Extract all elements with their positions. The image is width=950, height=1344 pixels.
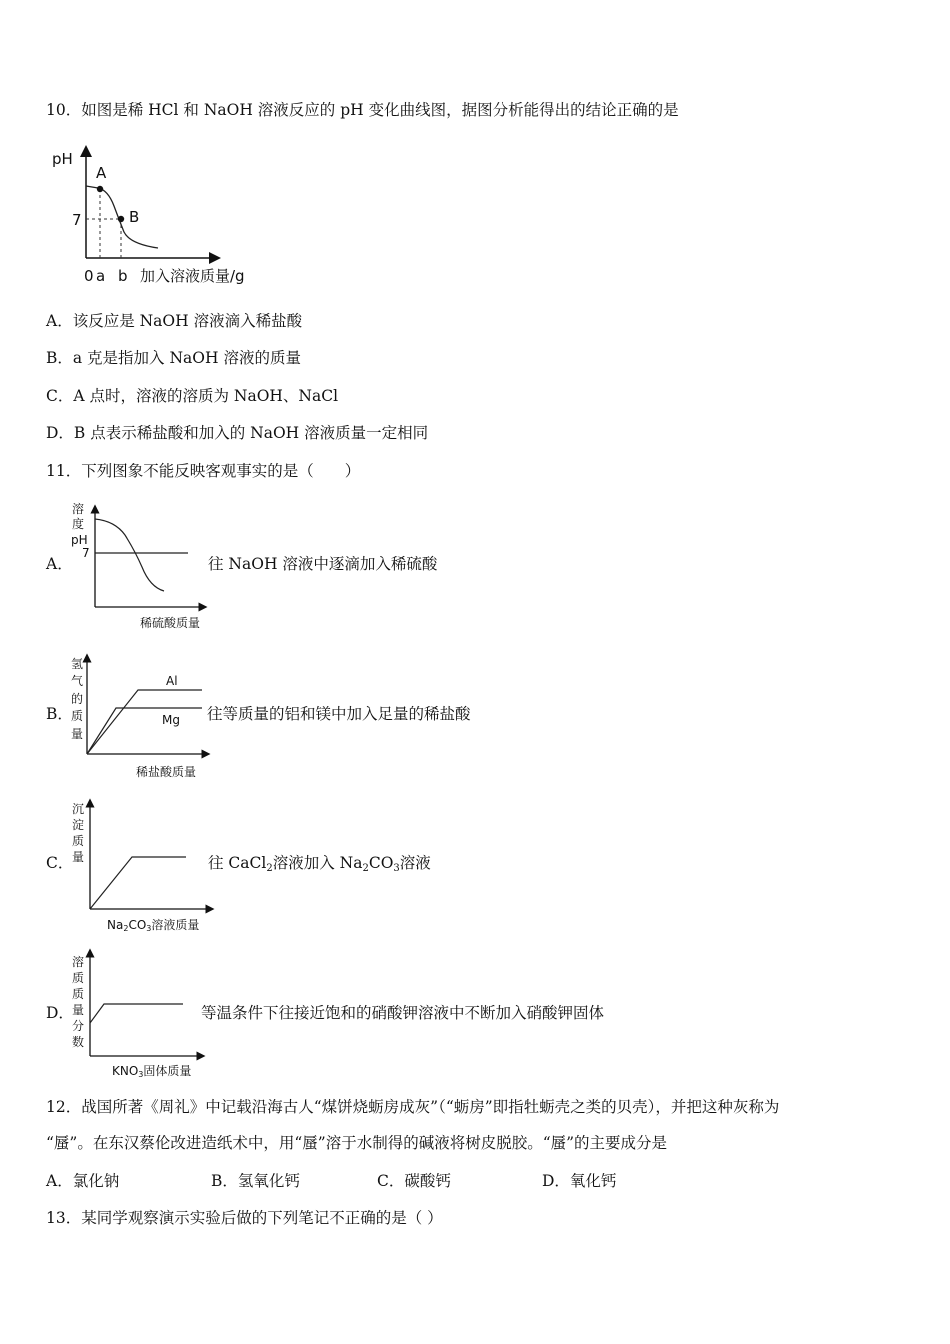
q10-stem: 10．如图是稀 HCl 和 NaOH 溶液反应的 pH 变化曲线图，据图分析能得出的结论正确的是 bbox=[46, 101, 679, 119]
q10-point-a: A bbox=[96, 164, 107, 182]
q11-a-caption: 往 NaOH 溶液中逐滴加入稀硫酸 bbox=[208, 555, 438, 573]
q11-d-y1: 溶 bbox=[72, 955, 85, 969]
q11-a-letter: A． bbox=[46, 555, 73, 573]
q11-b-y2: 气 bbox=[71, 674, 84, 688]
q11-b-x-label: 稀盐酸质量 bbox=[136, 765, 197, 779]
q12-line1: 12．战国所著《周礼》中记载沿海古人“煤饼烧蛎房成灰”（“蛎房”即指牡蛎壳之类的贝壳），并把这种灰称为 bbox=[46, 1098, 780, 1116]
q11-c-y4: 量 bbox=[72, 850, 85, 864]
q11-c-line bbox=[90, 857, 186, 909]
q11-c-y2: 淀 bbox=[72, 818, 85, 832]
q13-stem: 13．某同学观察演示实验后做的下列笔记不正确的是（ ） bbox=[46, 1209, 443, 1227]
q11-c-caption: 往 CaCl$_2$溶液加入 $Na_2CO_3$溶液 bbox=[208, 854, 431, 874]
q11-a-curve bbox=[95, 519, 164, 591]
q11-b-y1: 氢 bbox=[71, 657, 84, 671]
q10-point-a-dot bbox=[97, 186, 103, 192]
q10-option-a: A．该反应是 NaOH 溶液滴入稀盐酸 bbox=[46, 312, 303, 330]
q11-d-y4: 量 bbox=[72, 1003, 85, 1017]
q11-b-al-line bbox=[87, 690, 202, 754]
q11-c-y1: 沉 bbox=[72, 802, 85, 816]
q11-b-letter: B． bbox=[46, 705, 73, 723]
q12-option-c: C．碳酸钙 bbox=[377, 1172, 451, 1190]
q11-d-y6: 数 bbox=[72, 1035, 85, 1049]
q10-x-origin: 0 bbox=[84, 267, 94, 285]
q12-option-a: A．氯化钠 bbox=[46, 1172, 120, 1190]
q11-d-y5: 分 bbox=[72, 1019, 85, 1033]
q11-c-graph bbox=[60, 795, 220, 935]
q12-line2: “蜃”。在东汉蔡伦改进造纸术中，用“蜃”溶于水制得的碱液将树皮脱胶。“蜃”的主要成分是 bbox=[46, 1134, 668, 1152]
q10-point-b: B bbox=[129, 208, 140, 226]
q11-d-y3: 质 bbox=[72, 987, 85, 1001]
q10-y-label: pH bbox=[52, 150, 73, 168]
q11-d-y2: 质 bbox=[72, 971, 85, 985]
q11-b-caption: 往等质量的铝和镁中加入足量的稀盐酸 bbox=[207, 705, 471, 723]
q11-b-series-mg: Mg bbox=[162, 713, 180, 727]
q12-option-d: D．氧化钙 bbox=[542, 1172, 617, 1190]
q11-c-y3: 质 bbox=[72, 834, 85, 848]
q11-a-y1: 溶 bbox=[72, 502, 85, 516]
q11-a-y2: 度 bbox=[72, 517, 85, 531]
q10-x-tick-b: b bbox=[118, 267, 128, 285]
q10-option-b: B．a 克是指加入 NaOH 溶液的质量 bbox=[46, 349, 301, 367]
q11-stem: 11．下列图象不能反映客观事实的是（ ） bbox=[46, 462, 361, 480]
q11-c-x-label: Na2CO3溶液质量 bbox=[107, 918, 200, 933]
q11-d-line bbox=[90, 1004, 183, 1023]
q11-d-letter: D． bbox=[46, 1004, 74, 1022]
q11-b-series-al: Al bbox=[166, 674, 178, 688]
q10-x-tick-a: a bbox=[96, 267, 106, 285]
q11-a-graph bbox=[60, 495, 220, 635]
q11-b-mg-line bbox=[87, 708, 202, 754]
q11-a-x-label: 稀硫酸质量 bbox=[140, 616, 201, 630]
q10-x-label: 加入溶液质量/g bbox=[140, 267, 245, 285]
q11-d-x-label: KNO3固体质量 bbox=[112, 1064, 192, 1079]
q11-d-graph bbox=[60, 945, 220, 1085]
q11-c-letter: C． bbox=[46, 854, 74, 872]
q11-a-y-tick: 7 bbox=[82, 546, 90, 560]
q12-option-b: B．氢氧化钙 bbox=[211, 1172, 300, 1190]
q11-b-y4: 质 bbox=[71, 709, 84, 723]
q11-b-y5: 量 bbox=[71, 727, 84, 741]
q10-option-d: D．B 点表示稀盐酸和加入的 NaOH 溶液质量一定相同 bbox=[46, 424, 429, 442]
q10-point-b-dot bbox=[118, 216, 124, 222]
q10-y-tick-7: 7 bbox=[72, 211, 82, 229]
q10-option-c: C．A 点时，溶液的溶质为 NaOH、NaCl bbox=[46, 387, 339, 405]
q11-a-y3: pH bbox=[71, 533, 88, 547]
q11-b-graph bbox=[60, 648, 220, 783]
q10-ph-graph bbox=[40, 140, 280, 290]
q11-b-y3: 的 bbox=[71, 692, 84, 706]
q11-d-caption: 等温条件下往接近饱和的硝酸钾溶液中不断加入硝酸钾固体 bbox=[201, 1004, 605, 1022]
